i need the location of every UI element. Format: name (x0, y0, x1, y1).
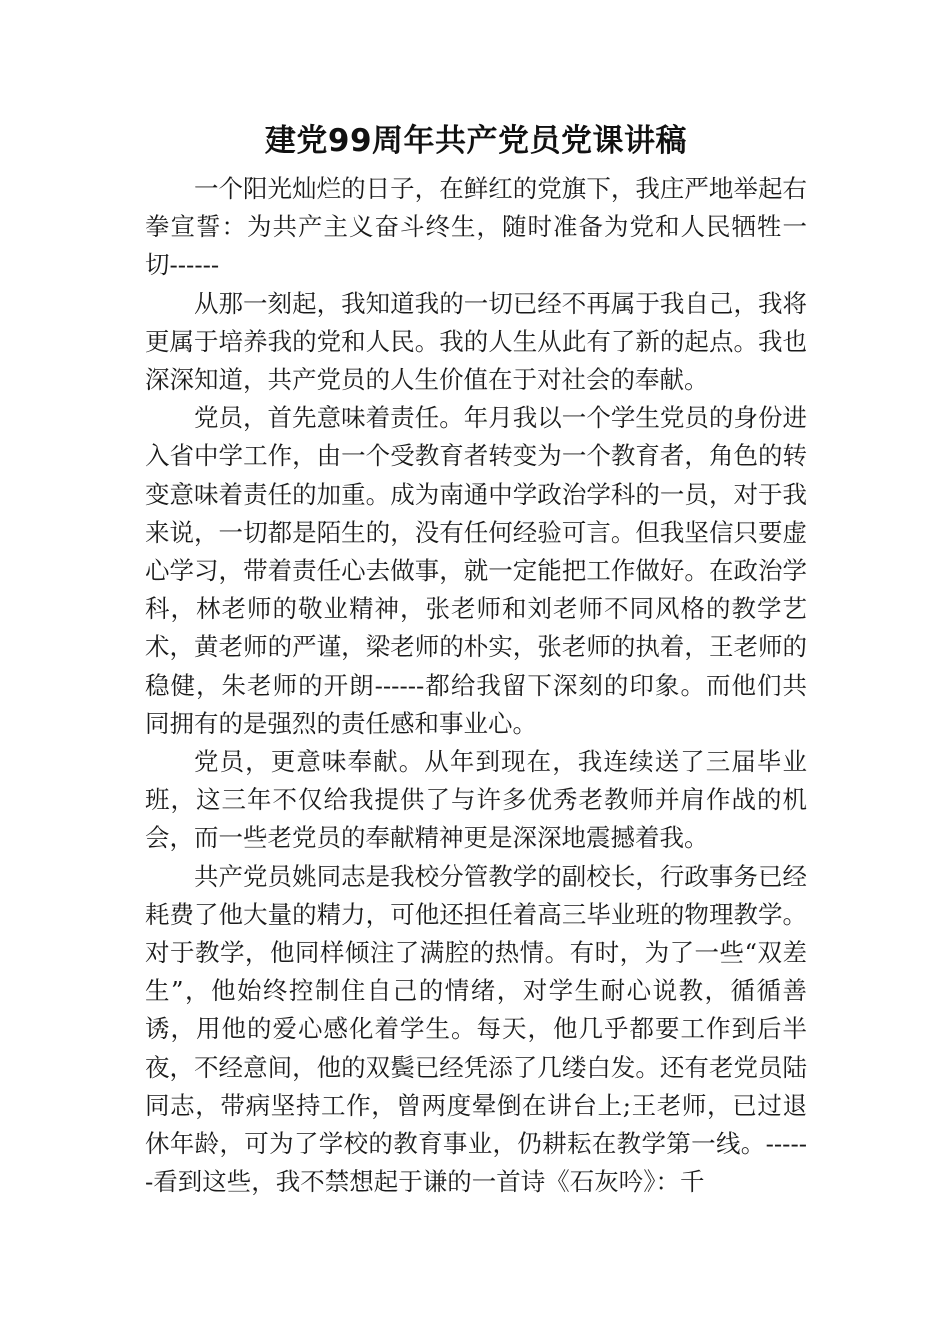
paragraph-3: 党员，首先意味着责任。年月我以一个学生党员的身份进入省中学工作，由一个受教育者转变为一个教育者，角色的转变意味着责任的加重。成为南通中学政治学科的一员，对于我来说，一切都是陌生的，没有任何经验可言。但我坚信只要虚心学习，带着责任心去做事，就一定能把工作做好。在政治学科，林老师的敬业精神，张老师和刘老师不同风格的教学艺术，黄老师的严谨，梁老师的朴实，张老师的执着，王老师的稳健，朱老师的开朗------都给我留下深刻的印象。而他们共同拥有的是强烈的责任感和事业心。 (145, 403, 807, 738)
paragraph-5: 共产党员姚同志是我校分管教学的副校长，行政事务已经耗费了他大量的精力，可他还担任着高三毕业班的物理教学。对于教学，他同样倾注了满腔的热情。有时，为了一些“双差生”，他始终控制住自己的情绪，对学生耐心说教，循循善诱，用他的爱心感化着学生。每天，他几乎都要工作到后半夜，不经意间，他的双鬓已经凭添了几缕白发。还有老党员陆同志，带病坚持工作，曾两度晕倒在讲台上;王老师，已过退休年龄，可为了学校的教育事业，仍耕耘在教学第一线。------看到这些，我不禁想起于谦的一首诗《石灰吟》：千 (145, 861, 807, 1197)
paragraph-2: 从那一刻起，我知道我的一切已经不再属于我自己，我将更属于培养我的党和人民。我的人生从此有了新的起点。我也深深知道，共产党员的人生价值在于对社会的奉献。 (145, 288, 807, 395)
paragraph-4: 党员，更意味奉献。从年到现在，我连续送了三届毕业班，这三年不仅给我提供了与许多优秀老教师并肩作战的机会，而一些老党员的奉献精神更是深深地震撼着我。 (145, 747, 807, 853)
document-title: 建党99周年共产党员党课讲稿 (264, 123, 688, 159)
document-body (145, 118, 807, 1201)
paragraph-1: 一个阳光灿烂的日子，在鲜红的党旗下，我庄严地举起右拳宣誓：为共产主义奋斗终生，随时准备为党和人民牺牲一切------ (145, 174, 807, 280)
